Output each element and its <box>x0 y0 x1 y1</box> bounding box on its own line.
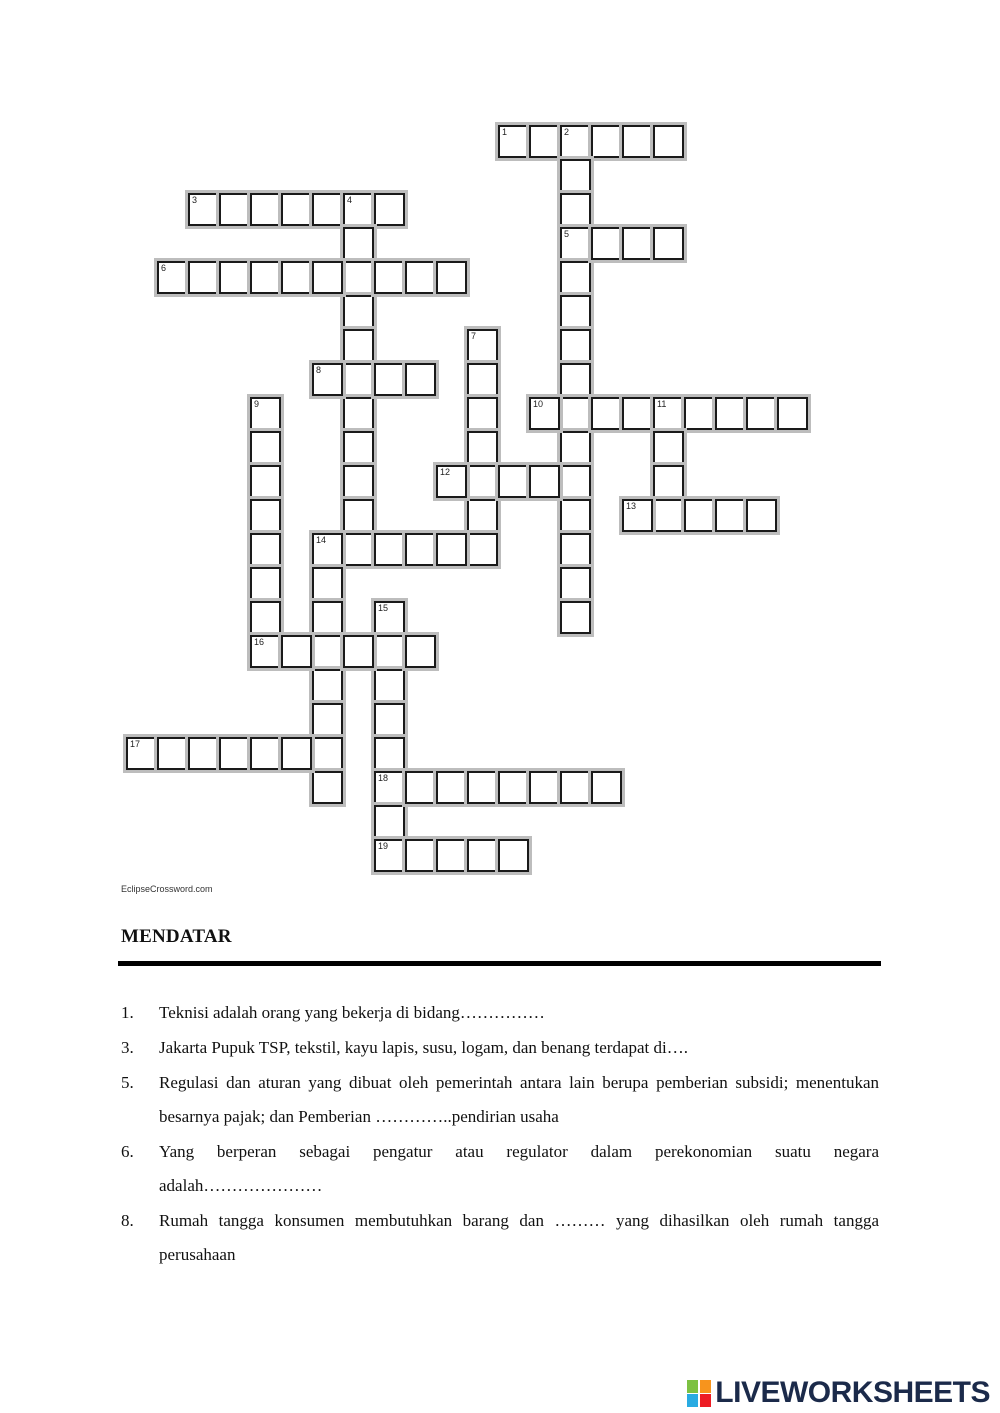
crossword-cell[interactable] <box>374 805 405 838</box>
crossword-cell[interactable] <box>219 737 250 770</box>
crossword-cell[interactable] <box>312 669 343 702</box>
crossword-cell[interactable] <box>405 261 436 294</box>
crossword-cell[interactable] <box>467 839 498 872</box>
crossword-cell[interactable] <box>529 465 560 498</box>
crossword-cell[interactable] <box>343 227 374 260</box>
cell-number: 5 <box>564 229 570 239</box>
crossword-cell[interactable] <box>653 397 684 430</box>
crossword-cell[interactable] <box>591 227 622 260</box>
crossword-cell[interactable] <box>343 635 374 668</box>
crossword-cell[interactable] <box>405 771 436 804</box>
clue-text: Yang berperan sebagai pengatur atau regulator dalam perekonomian suatu negara adalah………………… <box>159 1142 879 1195</box>
section-divider <box>118 961 881 966</box>
crossword-cell[interactable] <box>653 499 684 532</box>
crossword-cell[interactable] <box>560 499 591 532</box>
crossword-cell[interactable] <box>560 261 591 294</box>
clue-item <box>121 996 879 1030</box>
crossword-cell[interactable] <box>374 533 405 566</box>
crossword-cell[interactable] <box>684 397 715 430</box>
crossword-cell[interactable] <box>560 431 591 464</box>
cell-number: 10 <box>533 399 544 409</box>
brand-name: LIVEWORKSHEETS <box>715 1376 990 1409</box>
crossword-cell[interactable] <box>560 397 591 430</box>
crossword-cell[interactable] <box>343 193 374 226</box>
crossword-cell[interactable] <box>436 261 467 294</box>
crossword-cell[interactable] <box>436 771 467 804</box>
crossword-cell[interactable] <box>374 771 405 804</box>
crossword-cell[interactable] <box>467 397 498 430</box>
crossword-cell[interactable] <box>343 295 374 328</box>
cell-number: 6 <box>161 263 167 273</box>
crossword-cell[interactable] <box>343 431 374 464</box>
crossword-cell[interactable] <box>560 567 591 600</box>
cell-number: 19 <box>378 841 389 851</box>
crossword-cell[interactable] <box>467 533 498 566</box>
crossword-cell[interactable] <box>653 465 684 498</box>
crossword-cell[interactable] <box>188 193 219 226</box>
crossword-cell[interactable] <box>374 737 405 770</box>
crossword-cell[interactable] <box>529 125 560 158</box>
crossword-cell[interactable] <box>405 363 436 396</box>
crossword-cell[interactable] <box>498 465 529 498</box>
crossword-cell[interactable] <box>374 669 405 702</box>
crossword-cell[interactable] <box>250 431 281 464</box>
crossword-cell[interactable] <box>467 431 498 464</box>
cell-number: 15 <box>378 603 389 613</box>
cell-number: 2 <box>564 127 570 137</box>
crossword-cell[interactable] <box>312 193 343 226</box>
crossword-cell[interactable] <box>436 465 467 498</box>
crossword-cell[interactable] <box>622 125 653 158</box>
crossword-cell[interactable] <box>374 635 405 668</box>
crossword-cell[interactable] <box>653 227 684 260</box>
cell-number: 12 <box>440 467 451 477</box>
clue-item <box>121 1135 879 1203</box>
crossword-cell[interactable] <box>250 737 281 770</box>
crossword-cell[interactable] <box>374 363 405 396</box>
crossword-cell[interactable] <box>591 397 622 430</box>
crossword-cell[interactable] <box>157 261 188 294</box>
crossword-cell[interactable] <box>374 839 405 872</box>
crossword-cell[interactable] <box>312 363 343 396</box>
cell-number: 4 <box>347 195 353 205</box>
crossword-cell[interactable] <box>343 499 374 532</box>
crossword-cell[interactable] <box>374 193 405 226</box>
cell-number: 3 <box>192 195 198 205</box>
cell-number: 14 <box>316 535 327 545</box>
clue-item <box>121 1031 879 1065</box>
crossword-cell[interactable] <box>467 363 498 396</box>
cell-number: 17 <box>130 739 141 749</box>
cell-number: 9 <box>254 399 260 409</box>
crossword-cell[interactable] <box>436 533 467 566</box>
cell-number: 7 <box>471 331 477 341</box>
crossword-cell[interactable] <box>343 533 374 566</box>
crossword-cell[interactable] <box>188 737 219 770</box>
crossword-cell[interactable] <box>715 499 746 532</box>
cell-number: 1 <box>502 127 508 137</box>
crossword-cell[interactable] <box>560 533 591 566</box>
clue-text: Teknisi adalah orang yang bekerja di bidang…………… <box>159 1003 545 1022</box>
crossword-cell[interactable] <box>126 737 157 770</box>
crossword-cell[interactable] <box>250 601 281 634</box>
crossword-cell[interactable] <box>343 397 374 430</box>
crossword-cell[interactable] <box>250 465 281 498</box>
crossword-cell[interactable] <box>560 363 591 396</box>
crossword-cell[interactable] <box>529 771 560 804</box>
crossword-cell[interactable] <box>405 533 436 566</box>
crossword-cell[interactable] <box>622 227 653 260</box>
crossword-cell[interactable] <box>467 329 498 362</box>
crossword-cell[interactable] <box>591 771 622 804</box>
clue-text: Jakarta Pupuk TSP, tekstil, kayu lapis, susu, logam, dan benang terdapat di…. <box>159 1038 688 1057</box>
crossword-cell[interactable] <box>281 737 312 770</box>
clue-text: Rumah tangga konsumen membutuhkan barang dan ……… yang dihasilkan oleh rumah tangga perusahaan <box>159 1211 879 1264</box>
crossword-cell[interactable] <box>343 465 374 498</box>
crossword-cell[interactable] <box>684 499 715 532</box>
crossword-cell[interactable] <box>405 635 436 668</box>
crossword-cell[interactable] <box>312 601 343 634</box>
crossword-cell[interactable] <box>560 159 591 192</box>
crossword-cell[interactable] <box>560 193 591 226</box>
crossword-cell[interactable] <box>281 635 312 668</box>
crossword-cell[interactable] <box>560 125 591 158</box>
crossword-cell[interactable] <box>250 397 281 430</box>
cell-number: 18 <box>378 773 389 783</box>
crossword-cell[interactable] <box>622 397 653 430</box>
crossword-cell[interactable] <box>467 771 498 804</box>
liveworksheets-brand <box>687 1375 990 1411</box>
crossword-cell[interactable] <box>219 261 250 294</box>
clue-text: Regulasi dan aturan yang dibuat oleh pemerintah antara lain berupa pemberian subsidi; menentukan besarnya pajak; dan Pemberian …………..pendirian usaha <box>159 1073 879 1126</box>
crossword-cell[interactable] <box>560 601 591 634</box>
crossword-cell[interactable] <box>560 771 591 804</box>
clue-item <box>121 1204 879 1272</box>
crossword-cell[interactable] <box>188 261 219 294</box>
cell-number: 11 <box>657 399 667 409</box>
crossword-cell[interactable] <box>591 125 622 158</box>
clue-number: 8. <box>121 1211 134 1230</box>
crossword-cell[interactable] <box>498 125 529 158</box>
crossword-cell[interactable] <box>436 839 467 872</box>
crossword-cell[interactable] <box>312 703 343 736</box>
crossword-cell[interactable] <box>374 261 405 294</box>
cell-number: 16 <box>254 637 265 647</box>
crossword-cell[interactable] <box>715 397 746 430</box>
clue-number: 6. <box>121 1142 134 1161</box>
crossword-cell[interactable] <box>560 227 591 260</box>
clue-number: 5. <box>121 1073 134 1092</box>
crossword-cell[interactable] <box>281 193 312 226</box>
crossword-cell[interactable] <box>312 533 343 566</box>
crossword-cell[interactable] <box>312 635 343 668</box>
crossword-cell[interactable] <box>312 771 343 804</box>
crossword-cell[interactable] <box>622 499 653 532</box>
crossword-cell[interactable] <box>250 567 281 600</box>
crossword-cell[interactable] <box>746 499 777 532</box>
source-credit: EclipseCrossword.com <box>121 884 213 894</box>
crossword-cell[interactable] <box>250 499 281 532</box>
crossword-cell[interactable] <box>312 261 343 294</box>
crossword-cell[interactable] <box>219 193 250 226</box>
crossword-cell[interactable] <box>467 499 498 532</box>
crossword-cell[interactable] <box>498 771 529 804</box>
liveworksheets-logo-icon <box>687 1378 713 1408</box>
crossword-cell[interactable] <box>250 193 281 226</box>
clue-number: 3. <box>121 1038 134 1057</box>
cell-number: 13 <box>626 501 637 511</box>
crossword-cell[interactable] <box>343 329 374 362</box>
crossword-cell[interactable] <box>374 703 405 736</box>
crossword-cell[interactable] <box>560 295 591 328</box>
crossword-cell[interactable] <box>777 397 808 430</box>
crossword-cell[interactable] <box>281 261 312 294</box>
crossword-cell[interactable] <box>529 397 560 430</box>
crossword-cell[interactable] <box>250 635 281 668</box>
crossword-cell[interactable] <box>653 125 684 158</box>
crossword-cell[interactable] <box>498 839 529 872</box>
crossword-cell[interactable] <box>746 397 777 430</box>
clue-item <box>121 1066 879 1134</box>
crossword-cell[interactable] <box>343 261 374 294</box>
crossword-cell[interactable] <box>653 431 684 464</box>
crossword-cell[interactable] <box>312 737 343 770</box>
crossword-cell[interactable] <box>157 737 188 770</box>
crossword-cell[interactable] <box>250 533 281 566</box>
crossword-cell[interactable] <box>560 465 591 498</box>
crossword-cell[interactable] <box>312 567 343 600</box>
crossword-cell[interactable] <box>250 261 281 294</box>
clue-list <box>121 996 879 1273</box>
crossword-cell[interactable] <box>405 839 436 872</box>
crossword-cell[interactable] <box>343 363 374 396</box>
crossword-cell[interactable] <box>374 601 405 634</box>
section-title: MENDATAR <box>121 926 232 947</box>
clue-number: 1. <box>121 1003 134 1022</box>
cell-number: 8 <box>316 365 322 375</box>
crossword-cell[interactable] <box>560 329 591 362</box>
crossword-cell[interactable] <box>467 465 498 498</box>
